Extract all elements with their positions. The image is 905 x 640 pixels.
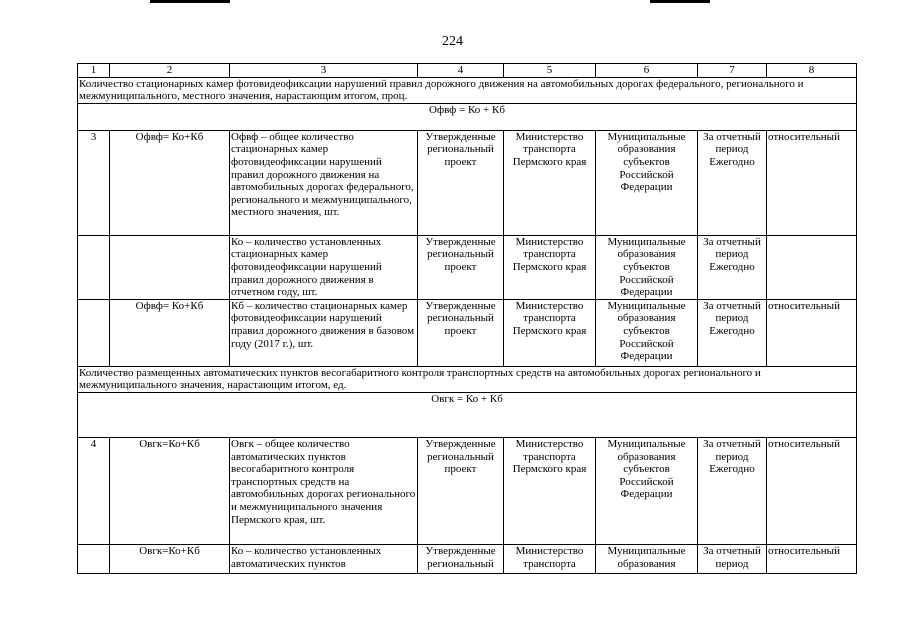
row-period: За отчетный период Ежегодно bbox=[698, 235, 767, 299]
row-formula: Офвф= Ко+Кб bbox=[110, 299, 230, 366]
column-number: 8 bbox=[767, 64, 857, 78]
top-edge-mark-right bbox=[650, 0, 710, 3]
row-formula bbox=[110, 235, 230, 299]
row-level: Муниципальные образования субъектов Российской Федерации bbox=[596, 299, 698, 366]
section-description-row bbox=[78, 77, 857, 103]
row-formula: Офвф= Ко+Кб bbox=[110, 130, 230, 235]
row-responsible: Министерство транспорта Пермского края bbox=[504, 437, 596, 544]
row-level: Муниципальные образования субъектов Российской Федерации bbox=[596, 437, 698, 544]
column-number: 5 bbox=[504, 64, 596, 78]
table-row bbox=[78, 437, 857, 544]
column-number: 4 bbox=[418, 64, 504, 78]
row-number: 4 bbox=[78, 437, 110, 544]
column-number: 2 bbox=[110, 64, 230, 78]
row-type: относительный bbox=[767, 130, 857, 235]
row-formula: Овгк=Ко+Кб bbox=[110, 437, 230, 544]
row-formula: Овгк=Ко+Кб bbox=[110, 544, 230, 573]
row-period: За отчетный период Ежегодно bbox=[698, 130, 767, 235]
row-definition: Кб – количество стационарных камер фотовидеофиксации нарушений правил дорожного движения в базовом году (2017 г.), шт. bbox=[230, 299, 418, 366]
section-formula: Овгк = Ко + Кб bbox=[78, 392, 857, 437]
section-formula: Офвф = Ко + Кб bbox=[78, 103, 857, 130]
section-formula-row bbox=[78, 103, 857, 130]
row-period: За отчетный период bbox=[698, 544, 767, 573]
row-type: относительный bbox=[767, 299, 857, 366]
page-number: 224 bbox=[442, 34, 463, 49]
row-number bbox=[78, 544, 110, 573]
row-source: Утвержденные региональный проект bbox=[418, 235, 504, 299]
table-row bbox=[78, 130, 857, 235]
table-row bbox=[78, 299, 857, 366]
row-definition: Овгк – общее количество автоматических пунктов весогабаритного контроля транспортных средств на автомобильных дорогах регионального и межмуниципального значения Пермского края, шт. bbox=[230, 437, 418, 544]
row-source: Утвержденные региональный проект bbox=[418, 130, 504, 235]
row-type: относительный bbox=[767, 544, 857, 573]
row-source: Утвержденные региональный проект bbox=[418, 299, 504, 366]
section-description: Количество стационарных камер фотовидеофиксации нарушений правил дорожного движения на автомобильных дорогах федерального, регионального и межмуниципального, местного значения, нарастающим итогом, проц. bbox=[78, 77, 857, 103]
row-level: Муниципальные образования bbox=[596, 544, 698, 573]
section-formula-row bbox=[78, 392, 857, 437]
table-row bbox=[78, 544, 857, 573]
row-period: За отчетный период Ежегодно bbox=[698, 437, 767, 544]
row-number bbox=[78, 299, 110, 366]
row-responsible: Министерство транспорта Пермского края bbox=[504, 130, 596, 235]
table-row bbox=[78, 235, 857, 299]
section-description: Количество размещенных автоматических пунктов весогабаритного контроля транспортных средств на автомобильных дорогах регионального и межмуниципального значения, нарастающим итогом, ед. bbox=[78, 366, 857, 392]
row-definition: Ко – количество установленных стационарных камер фотовидеофиксации нарушений правил дорожного движения в отчетном году, шт. bbox=[230, 235, 418, 299]
row-definition: Офвф – общее количество стационарных камер фотовидеофиксации нарушений правил дорожного движения на автомобильных дорогах федерального, регионального и межмуниципального, местного значения, шт. bbox=[230, 130, 418, 235]
row-type: относительный bbox=[767, 437, 857, 544]
column-numbers-row bbox=[78, 64, 857, 78]
column-number: 3 bbox=[230, 64, 418, 78]
row-definition: Ко – количество установленных автоматических пунктов bbox=[230, 544, 418, 573]
row-source: Утвержденные региональный проект bbox=[418, 437, 504, 544]
row-level: Муниципальные образования субъектов Российской Федерации bbox=[596, 130, 698, 235]
indicator-table bbox=[77, 63, 857, 574]
row-period: За отчетный период Ежегодно bbox=[698, 299, 767, 366]
column-number: 1 bbox=[78, 64, 110, 78]
row-responsible: Министерство транспорта Пермского края bbox=[504, 299, 596, 366]
section-description-row bbox=[78, 366, 857, 392]
row-responsible: Министерство транспорта bbox=[504, 544, 596, 573]
top-edge-mark-left bbox=[150, 0, 230, 3]
column-number: 6 bbox=[596, 64, 698, 78]
row-type bbox=[767, 235, 857, 299]
row-source: Утвержденные региональный bbox=[418, 544, 504, 573]
row-number: 3 bbox=[78, 130, 110, 235]
row-responsible: Министерство транспорта Пермского края bbox=[504, 235, 596, 299]
row-level: Муниципальные образования субъектов Российской Федерации bbox=[596, 235, 698, 299]
column-number: 7 bbox=[698, 64, 767, 78]
row-number bbox=[78, 235, 110, 299]
